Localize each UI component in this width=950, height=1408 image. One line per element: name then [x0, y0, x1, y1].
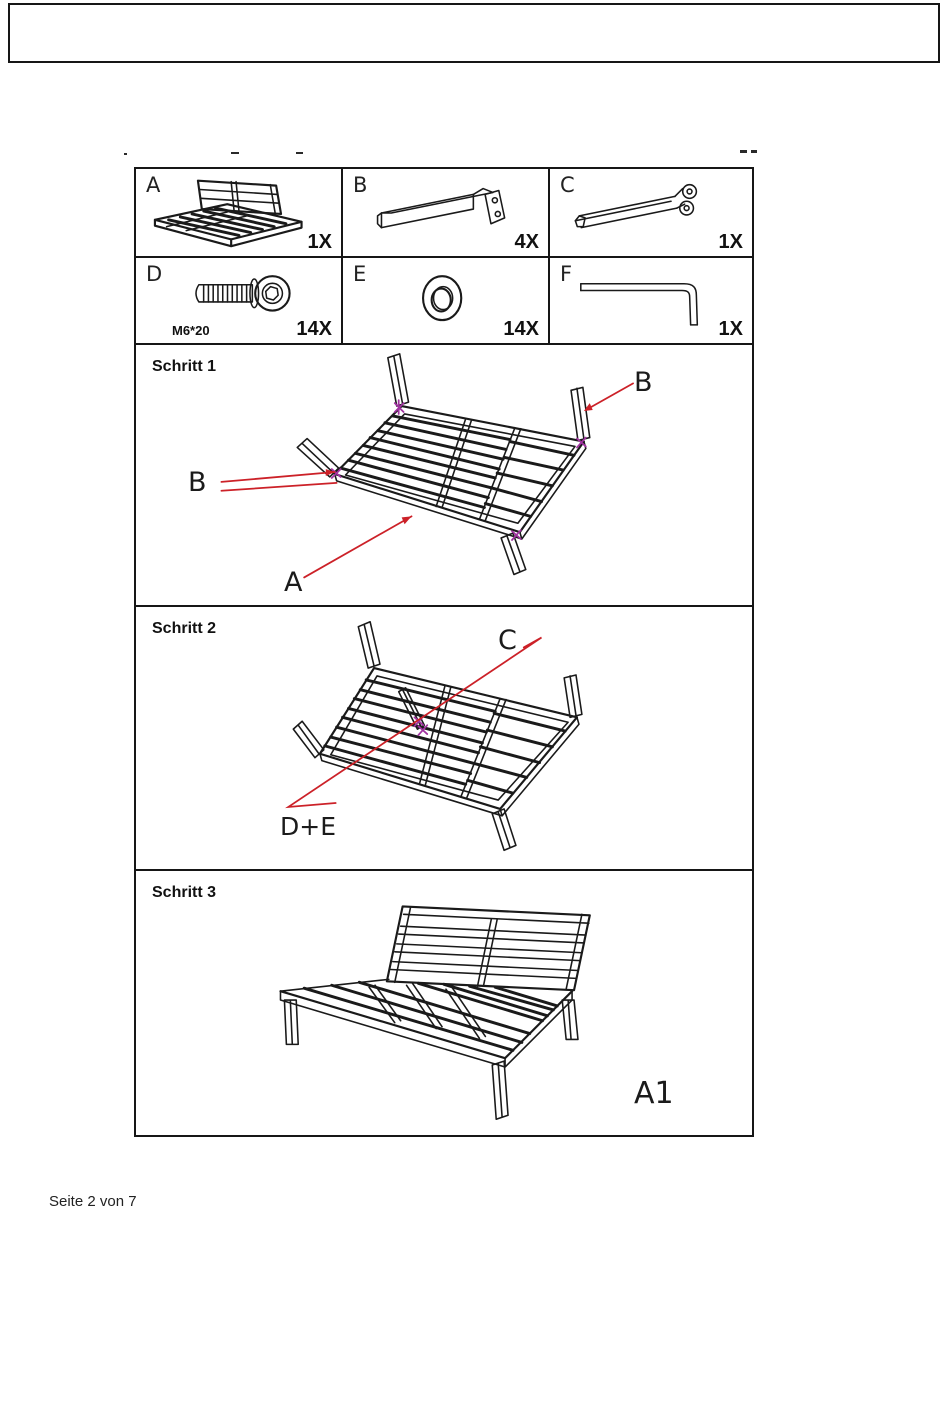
- part-cell-b: [343, 169, 550, 258]
- part-letter: D: [146, 262, 163, 286]
- part-letter: C: [560, 173, 575, 197]
- step-2-box: [134, 605, 754, 871]
- step-3-box: [134, 869, 754, 1137]
- callout-variant-a1: A1: [634, 1076, 674, 1111]
- step-title: Schritt 1: [152, 358, 217, 375]
- step-2-drawing: [136, 607, 752, 869]
- part-letter: A: [146, 173, 161, 197]
- callout-c: C: [498, 625, 517, 656]
- parts-table: [134, 167, 754, 345]
- header-box: [8, 3, 940, 63]
- part-qty: 14X: [503, 318, 539, 340]
- part-qty: 1X: [718, 231, 743, 253]
- part-cell-a: [136, 169, 343, 258]
- step-title: Schritt 2: [152, 620, 217, 637]
- part-cell-e: [343, 258, 550, 343]
- callout-b-left: B: [188, 467, 207, 498]
- page-number-label: Seite 2 von 7: [49, 1193, 137, 1210]
- callout-a: A: [284, 567, 303, 598]
- step-1-box: [134, 343, 754, 607]
- part-qty: 1X: [307, 231, 332, 253]
- step-1-drawing: [136, 345, 752, 605]
- step-title: Schritt 3: [152, 884, 217, 901]
- part-cell-f: [550, 258, 752, 343]
- part-spec: M6*20: [172, 323, 210, 338]
- part-qty: 4X: [514, 231, 539, 253]
- part-letter: B: [353, 173, 368, 197]
- part-qty: 1X: [718, 318, 743, 340]
- callout-b-right: B: [634, 367, 653, 398]
- part-qty: 14X: [296, 318, 332, 340]
- part-letter: F: [560, 262, 573, 286]
- part-letter: E: [353, 262, 367, 286]
- callout-d-plus-e: D+E: [280, 812, 336, 841]
- part-cell-d: [136, 258, 343, 343]
- part-cell-c: [550, 169, 752, 258]
